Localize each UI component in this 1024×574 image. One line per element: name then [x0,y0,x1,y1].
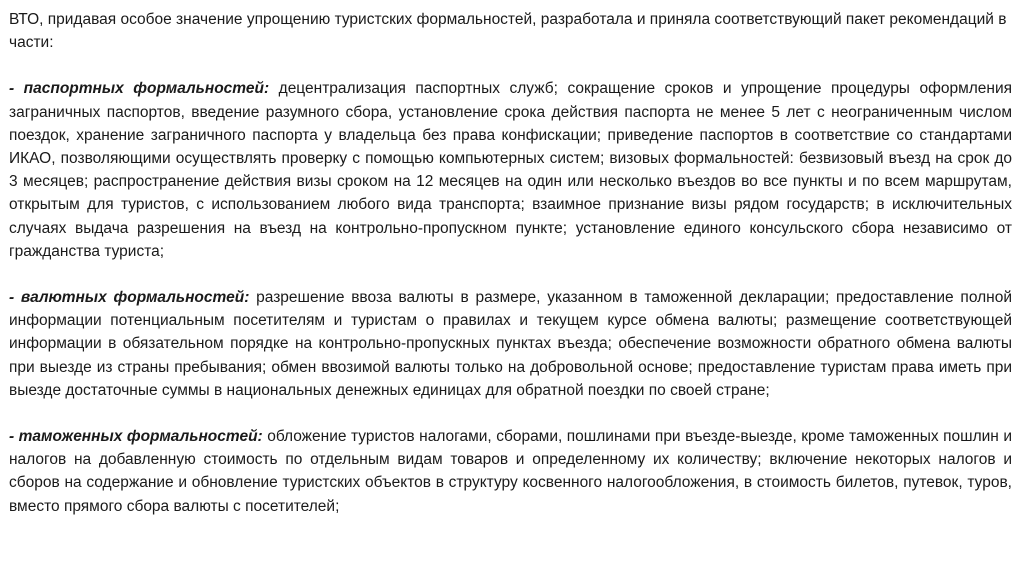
intro-paragraph: ВТО, придавая особое значение упрощению туристских формальностей, разработала и приняла соответствующий пакет рекомендаций в части: [9,11,1007,52]
customs-formalities-heading: - таможенных формальностей: [9,428,263,446]
slide-body [9,8,1012,518]
currency-formalities-text: разрешение ввоза валюты в размере, указанном в таможенной декларации; предоставление полной информации потенциальным посетителям и туристам о правилах и текущем курсе обмена валюты; размещение соответствующей информации в обязательном порядке на контрольно-пропускных пунктах въезда; обеспечение возможности обратного обмена валюты при выезде из страны пребывания; обмен ввозимой валюты только на добровольной основе; предоставление туристам права иметь при выезде достаточные суммы в национальных денежных единицах для обратной поездки по своей стране; [9,289,1012,399]
passport-formalities-heading: - паспортных формальностей: [9,80,270,98]
passport-formalities-paragraph [9,77,1012,263]
customs-formalities-paragraph [9,425,1012,518]
currency-formalities-paragraph [9,286,1012,402]
customs-formalities-text: обложение туристов налогами, сборами, пошлинами при въезде-выезде, кроме таможенных пошлин и налогов на добавленную стоимость по отдельным видам товаров и определенному их количеству; включение некоторых налогов и сборов на содержание и обновление туристских объектов в структуру косвенного налогообложения, в стоимость билетов, путевок, туров, вместо прямого сбора валюты с посетителей; [9,428,1012,515]
currency-formalities-heading: - валютных формальностей: [9,289,250,307]
passport-formalities-text: децентрализация паспортных служб; сокращение сроков и упрощение процедуры оформления заграничных паспортов, введение разумного сбора, установление срока действия паспорта не менее 5 лет с неограниченным числом поездок, хранение заграничного паспорта у владельца без права конфискации; приведение паспортов в соответствие со стандартами ИКАО, позволяющими осуществлять проверку с помощью компьютерных систем; визовых формальностей: безвизовый въезд на срок до 3 месяцев; распространение действия визы сроком на 12 месяцев на один или несколько въездов во все пункты и по всем маршрутам, открытым для туристов, с использованием любого вида транспорта; взаимное признание визы рядом государств; в исключительных случаях выдача разрешения на въезд на контрольно-пропускном пункте; установление единого консульского сбора независимо от гражданства туриста; [9,80,1013,260]
